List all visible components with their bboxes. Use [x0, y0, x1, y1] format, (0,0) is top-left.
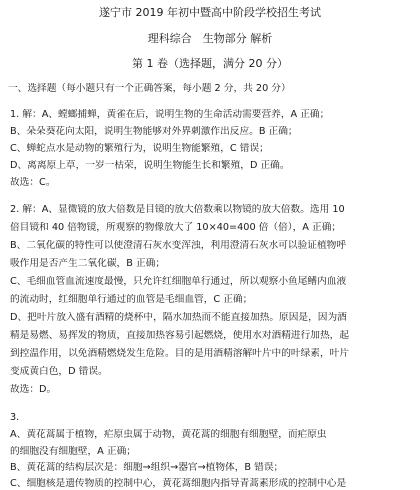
q1-line: B、朵朵葵花向太阳，说明生物能够对外界刺激作出反应。B 正确；	[10, 126, 298, 137]
q1-answer: 故选：C。	[10, 177, 56, 188]
q2-line: 精是易燃、易挥发的物质，直接加热容易引起燃烧，使用水对酒精进行加热，起	[10, 330, 350, 341]
exam-title: 遂宁市 2019 年初中暨高中阶段学校招生考试	[99, 6, 321, 19]
q3-number: 3.	[10, 412, 20, 423]
q2-line: 吸作用是否产生二氧化碳，B 正确；	[10, 258, 166, 269]
exam-subtitle: 理科综合 生物部分 解析	[147, 32, 273, 45]
q1-line: C、蝉蛇点水是动物的繁殖行为，说明生物能繁殖，C 错误；	[10, 143, 269, 154]
section-heading: 一、选择题（每小题只有一个正确答案，每小题 2 分，共 20 分）	[8, 83, 291, 94]
q2-line: 的流动时，红细胞单行通过的血管是毛细血管，C 正确；	[10, 294, 253, 305]
q3-line: 的细胞没有细胞壁，A 正确；	[10, 446, 136, 457]
q3-line: B、黄花蒿的结构层次是：细胞→组织→器官→植物体，B 错误；	[10, 462, 284, 473]
q2-line: 2. 解：A、显微镜的放大倍数是目镜的放大倍数乘以物镜的放大倍数。选用 10	[10, 204, 345, 215]
q2-line: B、二氧化碳的特性可以使澄清石灰水变浑浊，利用澄清石灰水可以验证植物呼	[10, 240, 347, 251]
q1-line: 1. 解：A、螳螂捕蝉，黄雀在后，说明生物的生命活动需要营养，A 正确；	[10, 109, 330, 120]
q2-line: 到控温作用，以免酒精燃烧发生危险。目的是用酒精溶解叶片中的叶绿素，叶片	[10, 348, 350, 359]
q2-line: 变成黄白色，D 错误。	[10, 366, 108, 377]
q1-line: D、离离原上草，一岁一枯荣，说明生物能生长和繁殖，D 正确。	[10, 160, 290, 171]
q3-line: C、细胞核是遗传物质的控制中心，黄花蒿细胞内指导青蒿素形成的控制中心是	[10, 478, 347, 489]
q2-line: C、毛细血管血流速度最慢，只允许红细胞单行通过，所以观察小鱼尾鳍内血液	[10, 276, 347, 287]
volume-heading: 第 1 卷（选择题，满分 20 分）	[132, 57, 288, 70]
q2-answer: 故选：D。	[10, 384, 57, 395]
q2-line: 倍目镜和 40 倍物镜，所观察的物像放大了 10×40=400 倍（倍），A 正确；	[10, 222, 342, 233]
q2-line: D、把叶片放入盛有酒精的烧杯中，隔水加热而不能直接加热。原因是，因为酒	[10, 312, 347, 323]
q3-line: A、黄花蒿属于植物，疟原虫属于动物，黄花蒿的细胞有细胞壁，而疟原虫	[10, 429, 327, 440]
